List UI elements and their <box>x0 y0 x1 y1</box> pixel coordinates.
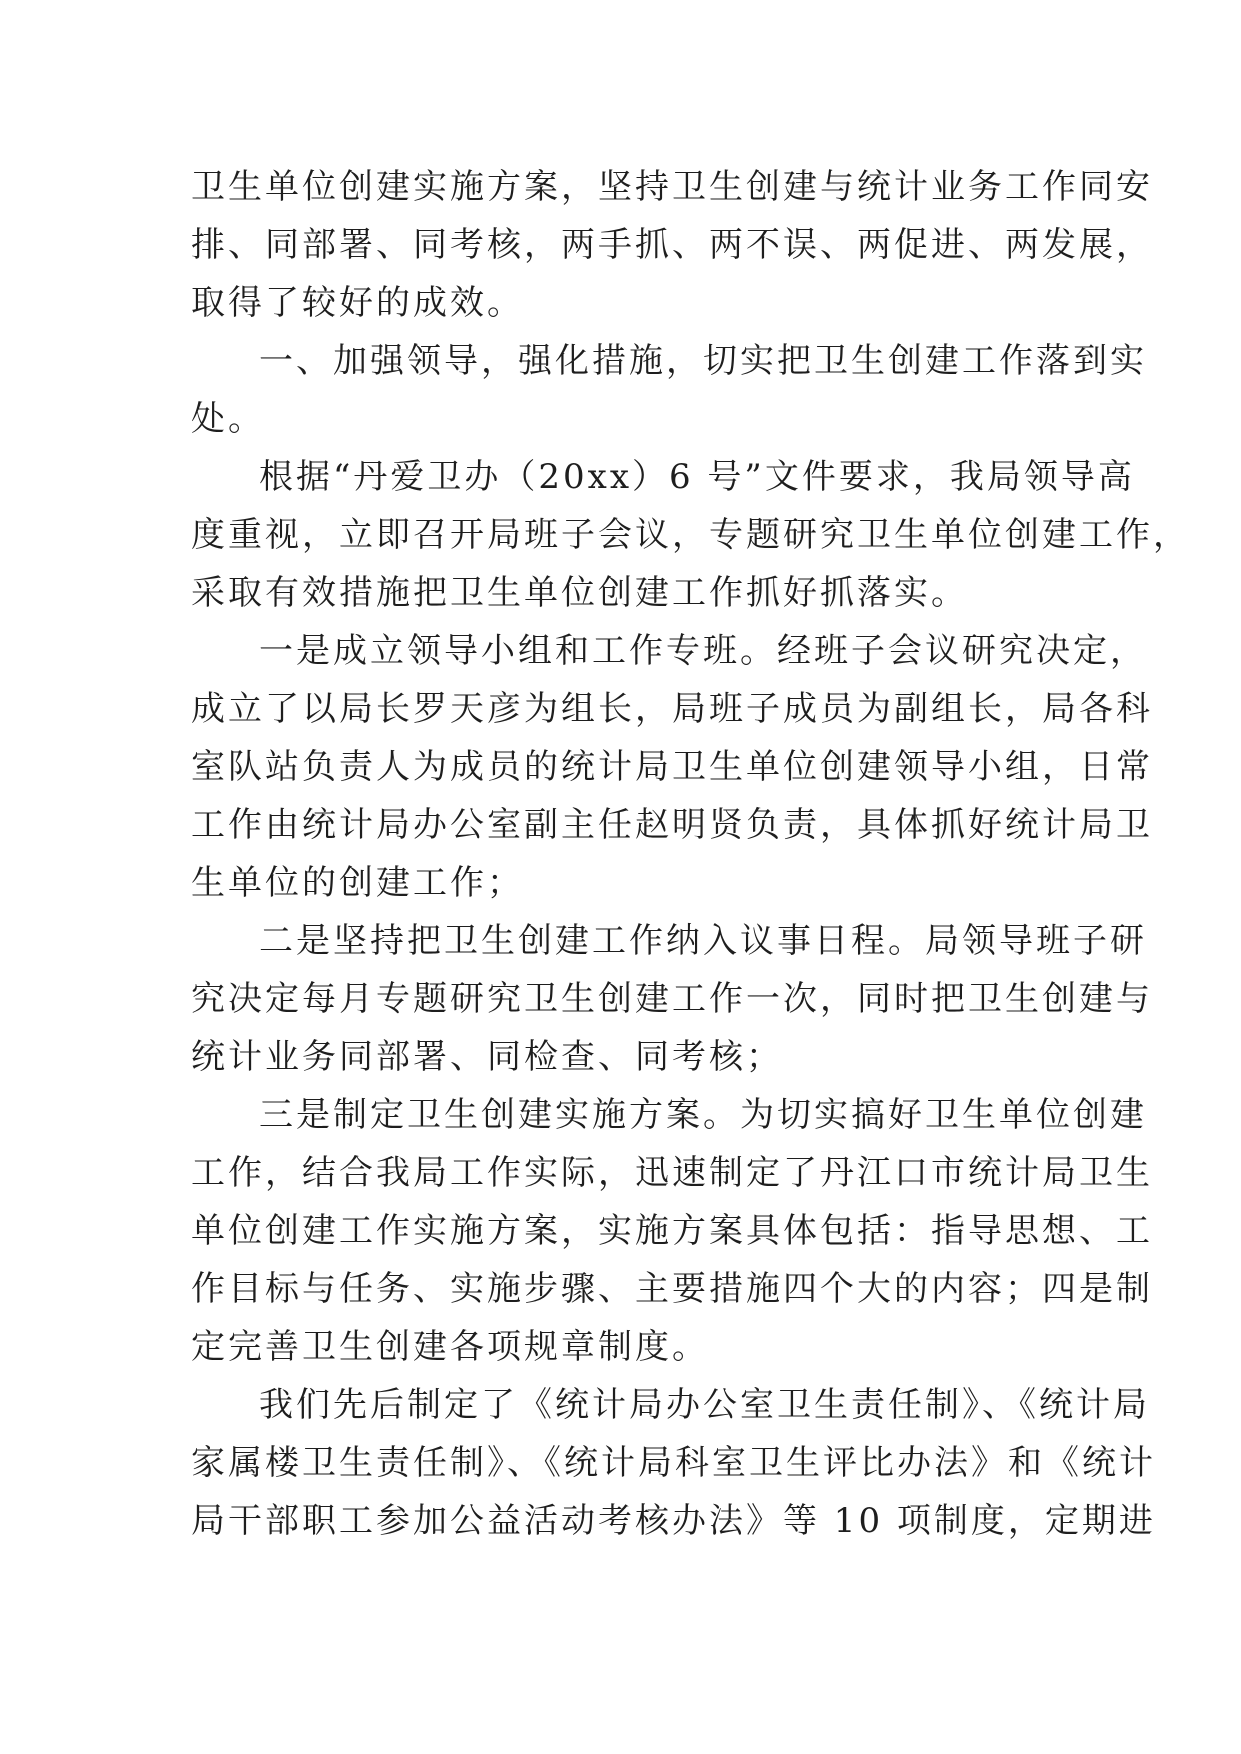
text-line: 局干部职工参加公益活动考核办法》等 10 项制度，定期进 <box>191 1501 1156 1541</box>
text-line: 统计业务同部署、同检查、同考核； <box>191 1037 783 1077</box>
text-line: 室队站负责人为成员的统计局卫生单位创建领导小组，日常 <box>191 747 1153 787</box>
text-line: 采取有效措施把卫生单位创建工作抓好抓落实。 <box>191 573 968 613</box>
text-line: 工作由统计局办公室副主任赵明贤负责，具体抓好统计局卫 <box>191 805 1153 845</box>
text-line: 成立了以局长罗天彦为组长，局班子成员为副组长，局各科 <box>191 689 1153 729</box>
text-line: 处。 <box>191 399 265 439</box>
text-line: 家属楼卫生责任制》、《统计局科室卫生评比办法》和《统计 <box>191 1443 1156 1483</box>
text-line: 工作，结合我局工作实际，迅速制定了丹江口市统计局卫生 <box>191 1153 1153 1193</box>
text-line: 生单位的创建工作； <box>191 863 524 903</box>
paragraph-start: 一是成立领导小组和工作专班。经班子会议研究决定， <box>259 631 1147 671</box>
text-line: 排、同部署、同考核，两手抓、两不误、两促进、两发展， <box>191 225 1153 265</box>
section-heading: 一、加强领导，强化措施，切实把卫生创建工作落到实 <box>259 341 1147 381</box>
paragraph-start: 根据“丹爱卫办（20xx）6 号”文件要求，我局领导高 <box>259 457 1135 497</box>
document-body <box>191 158 1190 1550</box>
text-line: 作目标与任务、实施步骤、主要措施四个大的内容；四是制 <box>191 1269 1153 1309</box>
text-line: 究决定每月专题研究卫生创建工作一次，同时把卫生创建与 <box>191 979 1153 1019</box>
text-line: 卫生单位创建实施方案，坚持卫生创建与统计业务工作同安 <box>191 167 1153 207</box>
paragraph-start: 三是制定卫生创建实施方案。为切实搞好卫生单位创建 <box>259 1095 1147 1135</box>
text-line: 度重视，立即召开局班子会议，专题研究卫生单位创建工作， <box>191 515 1190 555</box>
text-line: 取得了较好的成效。 <box>191 283 524 323</box>
text-line: 单位创建工作实施方案，实施方案具体包括：指导思想、工 <box>191 1211 1153 1251</box>
text-line: 定完善卫生创建各项规章制度。 <box>191 1327 709 1367</box>
paragraph-start: 我们先后制定了《统计局办公室卫生责任制》、《统计局 <box>259 1385 1150 1425</box>
paragraph-start: 二是坚持把卫生创建工作纳入议事日程。局领导班子研 <box>259 921 1147 961</box>
